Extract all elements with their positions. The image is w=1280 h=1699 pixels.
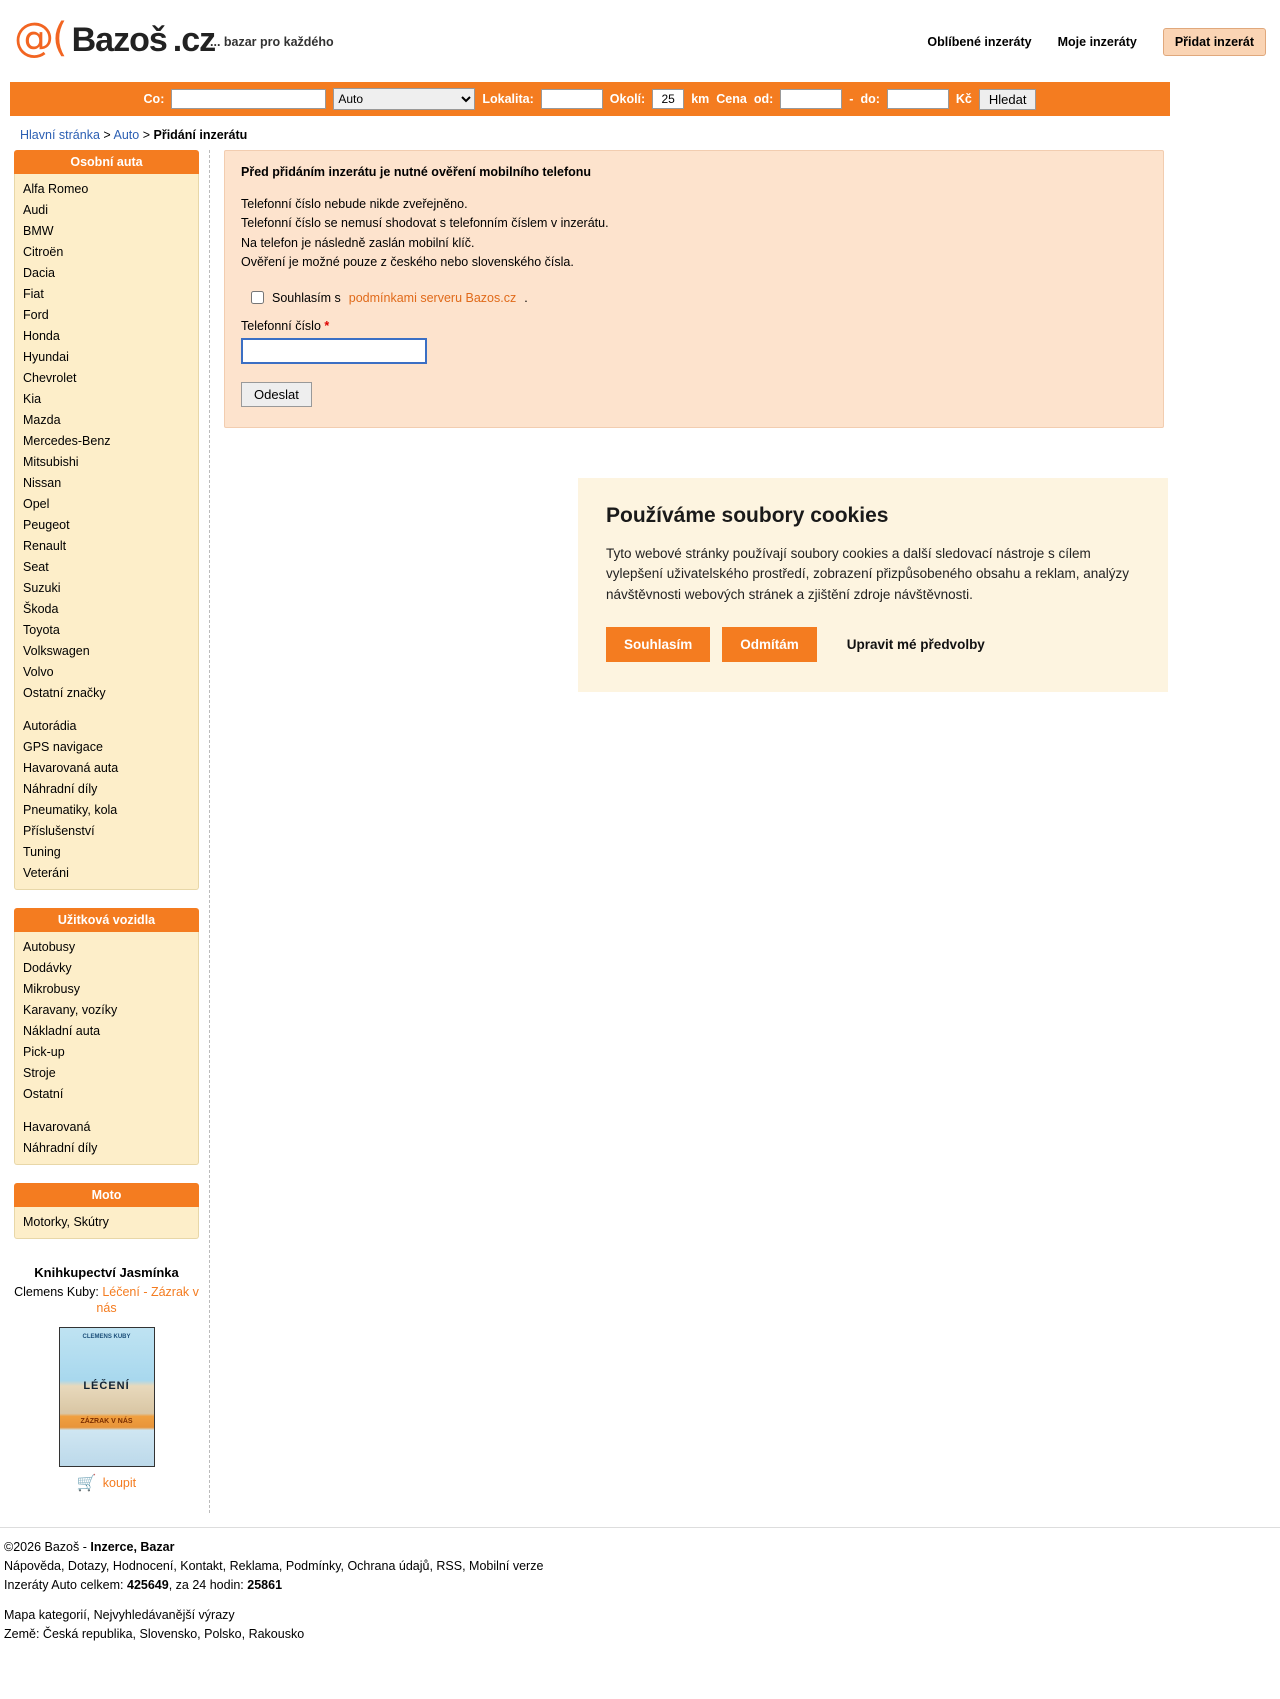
price-from-input[interactable]: [780, 89, 842, 109]
page-footer: [0, 1527, 1280, 1663]
sidebar-item-ford[interactable]: Ford: [23, 307, 49, 322]
phone-field-label: [241, 319, 1147, 333]
sidebar-item-minibuses[interactable]: Mikrobusy: [23, 981, 80, 996]
sidebar-item-veterans[interactable]: Veteráni: [23, 865, 69, 880]
sidebar-item-fiat[interactable]: Fiat: [23, 286, 44, 301]
footer-stats-prefix: Inzeráty Auto celkem:: [4, 1578, 124, 1593]
sidebar-item-nissan[interactable]: Nissan: [23, 475, 62, 490]
breadcrumb: [0, 116, 1280, 150]
book-cover-subtitle: ZÁZRAK V NÁS: [80, 1417, 133, 1425]
sidebar-item-damaged-cars[interactable]: Havarovaná auta: [23, 760, 119, 775]
cookie-title: Používáme soubory cookies: [606, 504, 889, 527]
footer-stats-total: 425649: [127, 1578, 169, 1593]
main-content: [210, 150, 1266, 1410]
sidebar-block-utility: [14, 908, 199, 1165]
footer-copyright-line: [4, 1538, 1280, 1557]
cart-icon: 🛒: [76, 1474, 97, 1492]
at-logo-icon: @(: [14, 15, 66, 61]
sidebar-block-moto: [14, 1183, 199, 1239]
sidebar-gap-2: [15, 1104, 198, 1116]
footer-gap: [4, 1596, 1280, 1606]
search-locality-label: Lokalita:: [482, 92, 534, 106]
sidebar-item-dacia[interactable]: Dacia: [23, 265, 55, 280]
sidebar-item-caravans[interactable]: Karavany, vozíky: [23, 1002, 118, 1017]
sidebar-item-tuning[interactable]: Tuning: [23, 844, 61, 859]
sidebar-list-cars: [14, 174, 199, 890]
sidebar-item-other[interactable]: Ostatní: [23, 1086, 64, 1101]
page-header: [0, 0, 1280, 82]
verification-line-4: Ověření je možné pouze z českého nebo slovenského čísla.: [241, 255, 574, 270]
sidebar-item-vans[interactable]: Dodávky: [23, 960, 72, 975]
site-logo[interactable]: [14, 15, 216, 61]
phone-verification-panel: [224, 150, 1164, 428]
cookie-accept-button[interactable]: Souhlasím: [606, 627, 710, 662]
verification-line-1: Telefonní číslo nebude nikde zveřejněno.: [241, 197, 468, 211]
ad-title: Knihkupectví Jasmínka: [34, 1265, 179, 1280]
sidebar-title-moto: Moto: [14, 1183, 199, 1207]
buy-row: [14, 1473, 199, 1493]
ad-subtitle: [14, 1284, 199, 1317]
footer-links[interactable]: Nápověda, Dotazy, Hodnocení, Kontakt, Reklama, Podmínky, Ochrana údajů, RSS, Mobilní verze: [4, 1558, 544, 1573]
phone-input[interactable]: [241, 338, 427, 364]
footer-copyright: ©2026 Bazoš -: [4, 1539, 87, 1554]
ad-author: Clemens Kuby:: [14, 1285, 99, 1299]
sidebar-item-kia[interactable]: Kia: [23, 391, 42, 406]
sidebar-item-renault[interactable]: Renault: [23, 538, 67, 553]
sidebar-item-gps[interactable]: GPS navigace: [23, 739, 103, 754]
cookie-text: Tyto webové stránky používají soubory cookies a další sledovací nástroje s cílem vylepšení uživatelského prostředí, zobrazení přizpůsobeného obsahu a reklam, analýzy návštěvnosti webových stránek a zjištění zdroje návštěvnosti.: [606, 546, 1130, 602]
radius-input[interactable]: [652, 89, 684, 109]
verification-title: Před přidáním inzerátu je nutné ověření mobilního telefonu: [241, 165, 592, 179]
book-cover-title: LÉČENÍ: [83, 1379, 130, 1392]
nav-my-ads[interactable]: Moje inzeráty: [1057, 35, 1137, 49]
sidebar: [14, 150, 210, 1513]
sidebar-item-buses[interactable]: Autobusy: [23, 939, 76, 954]
sidebar-item-citroen[interactable]: Citroën: [23, 244, 64, 259]
sidebar-item-damaged[interactable]: Havarovaná: [23, 1119, 91, 1134]
search-what-label: Co:: [143, 92, 165, 106]
breadcrumb-current: Přidání inzerátu: [153, 128, 248, 142]
cookie-buttons: [606, 627, 1140, 662]
sidebar-list-utility: [14, 932, 199, 1165]
book-cover-author: CLEMENS KUBY: [82, 1333, 131, 1340]
sidebar-advertisement: [14, 1257, 199, 1493]
breadcrumb-sep-2: >: [142, 128, 151, 142]
price-dash: -: [849, 92, 854, 106]
cookie-customize-button[interactable]: Upravit mé předvolby: [829, 627, 1003, 662]
sidebar-gap-1: [15, 703, 198, 715]
submit-button[interactable]: Odeslat: [241, 382, 312, 407]
search-bar: [10, 82, 1170, 116]
cookie-banner: [578, 478, 1168, 692]
sidebar-item-bmw[interactable]: BMW: [23, 223, 54, 238]
breadcrumb-sep-1: >: [103, 128, 111, 142]
site-slogan: ... bazar pro každého: [210, 35, 334, 49]
footer-countries: [4, 1625, 1280, 1644]
footer-stats-mid: , za 24 hodin:: [168, 1578, 244, 1593]
nav-favorites[interactable]: Oblíbené inzeráty: [927, 35, 1032, 49]
sidebar-item-toyota[interactable]: Toyota: [23, 622, 60, 637]
search-input[interactable]: [171, 89, 326, 109]
sidebar-item-other-brands[interactable]: Ostatní značky: [23, 685, 106, 700]
km-unit-label: km: [691, 92, 710, 106]
sidebar-item-car-radios[interactable]: Autorádia: [23, 718, 77, 733]
footer-map-links[interactable]: Mapa kategorií, Nejvyhledávanější výrazy: [4, 1607, 235, 1622]
sidebar-item-mazda[interactable]: Mazda: [23, 412, 61, 427]
footer-countries-prefix: Země:: [4, 1627, 40, 1641]
sidebar-item-pickup[interactable]: Pick-up: [23, 1044, 65, 1059]
sidebar-item-spare-parts[interactable]: Náhradní díly: [23, 781, 98, 796]
search-button[interactable]: Hledat: [979, 89, 1037, 110]
locality-input[interactable]: [541, 89, 603, 109]
sidebar-item-volkswagen[interactable]: Volkswagen: [23, 643, 90, 658]
consent-checkbox[interactable]: [251, 291, 264, 304]
footer-countries-list[interactable]: Česká republika, Slovensko, Polsko, Rakousko: [42, 1627, 305, 1641]
sidebar-item-skoda[interactable]: Škoda: [23, 601, 59, 616]
category-select[interactable]: [333, 88, 475, 110]
sidebar-item-mercedes-benz[interactable]: Mercedes-Benz: [23, 433, 111, 448]
sidebar-item-volvo[interactable]: Volvo: [23, 664, 54, 679]
required-marker: *: [324, 318, 330, 333]
sidebar-item-hyundai[interactable]: Hyundai: [23, 349, 69, 364]
sidebar-item-audi[interactable]: Audi: [23, 202, 49, 217]
consent-text: Souhlasím s: [272, 290, 341, 305]
breadcrumb-home[interactable]: Hlavní stránka: [20, 128, 100, 142]
header-nav: [927, 28, 1266, 56]
sidebar-block-cars: [14, 150, 199, 890]
price-to-label: do:: [860, 92, 880, 106]
consent-period: .: [524, 290, 528, 305]
sidebar-item-peugeot[interactable]: Peugeot: [23, 517, 70, 532]
terms-link[interactable]: podmínkami serveru Bazos.cz: [348, 290, 517, 305]
sidebar-item-tyres-wheels[interactable]: Pneumatiky, kola: [23, 802, 118, 817]
sidebar-item-alfa-romeo[interactable]: Alfa Romeo: [23, 181, 89, 196]
cookie-reject-button[interactable]: Odmítám: [722, 627, 817, 662]
price-from-label: od:: [753, 92, 774, 106]
footer-stats: [4, 1576, 1280, 1595]
sidebar-title-utility: Užitková vozidla: [14, 908, 199, 932]
add-ad-button[interactable]: Přidat inzerát: [1163, 28, 1266, 56]
phone-label-text: Telefonní číslo: [241, 318, 321, 333]
consent-row: [251, 291, 1147, 305]
buy-link[interactable]: koupit: [102, 1475, 137, 1490]
sidebar-item-machines[interactable]: Stroje: [23, 1065, 56, 1080]
sidebar-item-suzuki[interactable]: Suzuki: [23, 580, 61, 595]
footer-copyright-bold: Inzerce, Bazar: [90, 1539, 175, 1554]
sidebar-list-moto: [14, 1207, 199, 1239]
sidebar-item-seat[interactable]: Seat: [23, 559, 49, 574]
verification-line-2: Telefonní číslo se nemusí shodovat s telefonním číslem v inzerátu.: [241, 216, 609, 231]
currency-label: Kč: [955, 92, 972, 106]
sidebar-item-motorcycles[interactable]: Motorky, Skútry: [23, 1214, 109, 1229]
sidebar-item-opel[interactable]: Opel: [23, 496, 50, 511]
price-label: Cena: [716, 92, 747, 106]
search-radius-label: Okolí:: [609, 92, 646, 106]
sidebar-item-honda[interactable]: Honda: [23, 328, 60, 343]
sidebar-item-accessories[interactable]: Příslušenství: [23, 823, 95, 838]
sidebar-item-mitsubishi[interactable]: Mitsubishi: [23, 454, 79, 469]
sidebar-title-cars: Osobní auta: [14, 150, 199, 174]
logo-tld: .cz: [172, 21, 216, 59]
price-to-input[interactable]: [887, 89, 949, 109]
logo-name: Bazoš: [71, 21, 167, 59]
ad-book-link[interactable]: Léčení - Zázrak v nás: [96, 1285, 199, 1316]
book-cover-image[interactable]: [59, 1327, 155, 1467]
footer-stats-day: 25861: [247, 1578, 283, 1593]
verification-line-3: Na telefon je následně zaslán mobilní klíč.: [241, 235, 475, 250]
breadcrumb-category[interactable]: Auto: [113, 128, 140, 142]
sidebar-item-utility-spare-parts[interactable]: Náhradní díly: [23, 1140, 98, 1155]
sidebar-item-trucks[interactable]: Nákladní auta: [23, 1023, 101, 1038]
page-layout: [0, 150, 1280, 1513]
sidebar-item-chevrolet[interactable]: Chevrolet: [23, 370, 77, 385]
